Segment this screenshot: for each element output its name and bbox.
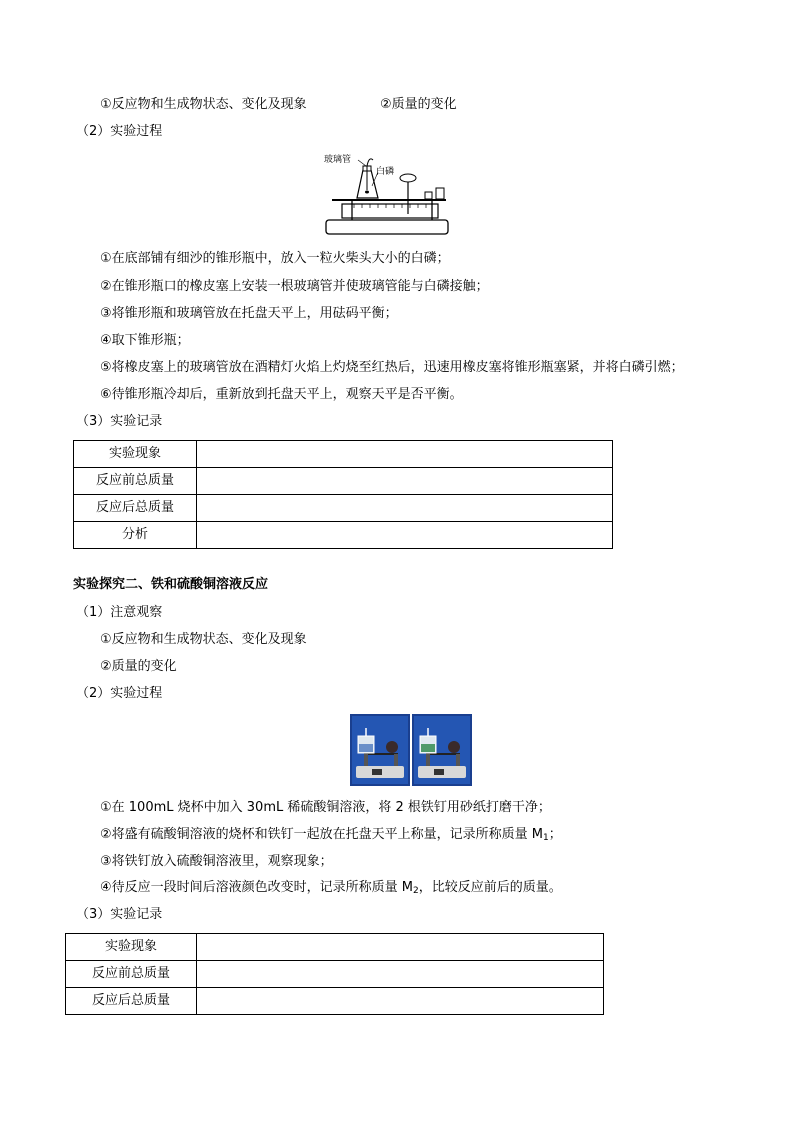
observe-item-2: ②质量的变化	[100, 659, 177, 674]
answer-cell[interactable]	[197, 988, 604, 1015]
section-heading-process: （2）实验过程	[76, 686, 163, 701]
subscript-1: 1	[543, 833, 549, 843]
step-1: ①在底部铺有细沙的锥形瓶中，放入一粒火柴头大小的白磷；	[100, 251, 450, 266]
observe-item-1: ①反应物和生成物状态、变化及现象	[100, 632, 307, 647]
step-5: ⑤将橡皮塞上的玻璃管放在酒精灯火焰上灼烧至红热后，迅速用橡皮塞将锥形瓶塞紧，并将白磷引燃；	[100, 360, 684, 375]
step-2: ②在锥形瓶口的橡皮塞上安装一根玻璃管并使玻璃管能与白磷接触；	[100, 279, 489, 294]
table-row	[74, 441, 613, 468]
step-6: ⑥待锥形瓶冷却后，重新放到托盘天平上，观察天平是否平衡。	[100, 387, 463, 402]
section-heading-process: （2）实验过程	[76, 124, 163, 139]
row-label: 分析	[74, 522, 197, 549]
row-label: 反应后总质量	[74, 495, 197, 522]
answer-cell[interactable]	[197, 468, 613, 495]
label-white-phosphorus: 白磷	[376, 167, 395, 177]
step-2	[100, 827, 562, 843]
subscript-2: 2	[413, 886, 419, 896]
step-2-text: ②将盛有硫酸铜溶液的烧杯和铁钉一起放在托盘天平上称量，记录所称质量 M	[100, 827, 544, 842]
table-row	[66, 988, 604, 1015]
table-row	[74, 468, 613, 495]
table-row	[74, 495, 613, 522]
record-table-1	[73, 440, 613, 549]
step-4-text: ④待反应一段时间后溶液颜色改变时，记录所称质量 M	[100, 880, 414, 895]
row-label: 实验现象	[74, 441, 197, 468]
answer-cell[interactable]	[197, 934, 604, 961]
step-4-end: ，比较反应前后的质量。	[418, 880, 562, 895]
observe-item-2: ②质量的变化	[380, 97, 457, 112]
step-1: ①在 100mL 烧杯中加入 30mL 稀硫酸铜溶液，将 2 根铁钉用砂纸打磨干净；	[100, 800, 551, 815]
row-label: 反应后总质量	[66, 988, 197, 1015]
record-table-2	[65, 933, 604, 1015]
row-label: 实验现象	[66, 934, 197, 961]
section-heading-record: （3）实验记录	[76, 907, 163, 922]
balance-diagram	[322, 152, 452, 238]
section-heading-record: （3）实验记录	[76, 414, 163, 429]
answer-cell[interactable]	[197, 441, 613, 468]
section-title-experiment-2: 实验探究二、铁和硫酸铜溶液反应	[73, 577, 269, 592]
experiment-photo-after	[412, 714, 472, 786]
observe-item-1: ①反应物和生成物状态、变化及现象	[100, 97, 307, 112]
experiment-photo-before	[350, 714, 410, 786]
step-4	[100, 880, 562, 896]
table-row	[66, 961, 604, 988]
step-4: ④取下锥形瓶；	[100, 333, 190, 348]
answer-cell[interactable]	[197, 522, 613, 549]
row-label: 反应前总质量	[74, 468, 197, 495]
table-row	[66, 934, 604, 961]
section-heading-observe: （1）注意观察	[76, 605, 163, 620]
step-2-end: ；	[548, 827, 562, 842]
step-3: ③将锥形瓶和玻璃管放在托盘天平上，用砝码平衡；	[100, 306, 398, 321]
answer-cell[interactable]	[197, 961, 604, 988]
table-row	[74, 522, 613, 549]
row-label: 反应前总质量	[66, 961, 197, 988]
label-glass-tube: 玻璃管	[324, 155, 352, 165]
step-3: ③将铁钉放入硫酸铜溶液里，观察现象；	[100, 854, 333, 869]
answer-cell[interactable]	[197, 495, 613, 522]
